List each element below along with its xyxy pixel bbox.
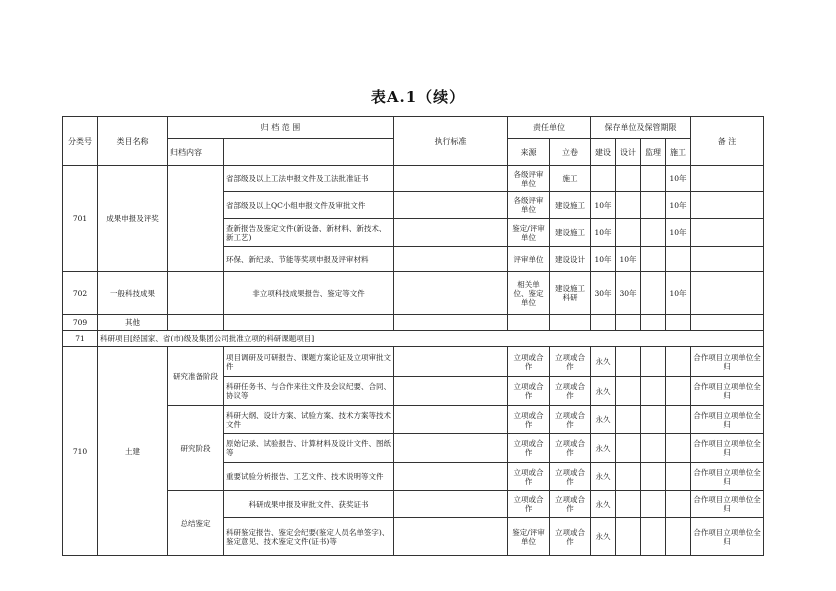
blank-cell <box>168 315 224 331</box>
source-cell: 鉴定/评审单位 <box>508 219 550 247</box>
design-cell <box>616 406 641 434</box>
source-cell: 相关单位、鉴定单位 <box>508 272 550 315</box>
standard-cell <box>394 377 508 406</box>
construction-cell: 10年 <box>591 192 616 219</box>
header-remarks: 备 注 <box>691 117 764 166</box>
blank-cell <box>691 315 764 331</box>
design-cell <box>616 377 641 406</box>
design-cell <box>616 463 641 491</box>
stage-label: 研究阶段 <box>168 406 224 491</box>
source-cell: 立项或合作 <box>508 434 550 463</box>
construction-cell: 10年 <box>591 219 616 247</box>
standard-cell <box>394 192 508 219</box>
standard-cell <box>394 166 508 192</box>
filing-cell: 立项或合作 <box>550 518 591 556</box>
table-row <box>63 331 764 347</box>
archive-content: 重要试验分析报告、工艺文件、技术说明等文件 <box>224 463 394 491</box>
class-no: 702 <box>63 272 98 315</box>
supervision-cell <box>641 491 666 518</box>
header-filing: 立卷 <box>550 139 591 166</box>
supervision-cell <box>641 166 666 192</box>
header-empty <box>224 139 394 166</box>
supervision-cell <box>641 434 666 463</box>
remark-cell: 合作项目立项单位全归 <box>691 491 764 518</box>
supervision-cell <box>641 347 666 377</box>
standard-cell <box>394 347 508 377</box>
builder-cell: 10年 <box>666 166 691 192</box>
class-no: 709 <box>63 315 98 331</box>
remark-cell: 合作项目立项单位全归 <box>691 434 764 463</box>
filing-cell: 建设施工 <box>550 192 591 219</box>
filing-cell: 施工 <box>550 166 591 192</box>
blank-cell <box>666 315 691 331</box>
source-cell: 立项或合作 <box>508 347 550 377</box>
remark-cell <box>691 192 764 219</box>
filing-cell: 建设施工科研 <box>550 272 591 315</box>
builder-cell <box>666 434 691 463</box>
stage-label: 研究准备阶段 <box>168 347 224 406</box>
standard-cell <box>394 406 508 434</box>
header-archive-content: 归档内容 <box>168 139 224 166</box>
header-responsible-unit: 责任单位 <box>508 117 591 139</box>
category-name: 土建 <box>98 347 168 556</box>
archive-content: 查新报告及鉴定文件(新设备、新材料、新技术、新工艺) <box>224 219 394 247</box>
header-source: 来源 <box>508 139 550 166</box>
header-supervision: 监理 <box>641 139 666 166</box>
blank-cell <box>641 315 666 331</box>
table-row <box>63 315 764 331</box>
archive-content: 科研大纲、设计方案、试验方案、技术方案等技术文件 <box>224 406 394 434</box>
stage-label: 总结鉴定 <box>168 491 224 556</box>
filing-cell: 立项或合作 <box>550 347 591 377</box>
source-cell: 立项或合作 <box>508 406 550 434</box>
standard-cell <box>394 491 508 518</box>
blank-cell <box>616 315 641 331</box>
standard-cell <box>394 219 508 247</box>
blank-cell <box>591 315 616 331</box>
supervision-cell <box>641 518 666 556</box>
standard-cell <box>394 247 508 272</box>
builder-cell: 10年 <box>666 192 691 219</box>
filing-cell: 建设设计 <box>550 247 591 272</box>
filing-cell: 立项或合作 <box>550 491 591 518</box>
standard-cell <box>394 518 508 556</box>
construction-cell: 永久 <box>591 518 616 556</box>
supervision-cell <box>641 272 666 315</box>
supervision-cell <box>641 463 666 491</box>
class-no: 701 <box>63 166 98 272</box>
builder-cell <box>666 347 691 377</box>
design-cell: 10年 <box>616 247 641 272</box>
remark-cell <box>691 272 764 315</box>
source-cell: 各级评审单位 <box>508 166 550 192</box>
blank-cell <box>394 315 508 331</box>
archive-content: 环保、新纪录、节能等奖项申报及评审材料 <box>224 247 394 272</box>
table-row <box>63 491 764 518</box>
archive-content: 科研成果申报及审批文件、获奖证书 <box>224 491 394 518</box>
table-row <box>63 406 764 434</box>
filing-cell: 建设施工 <box>550 219 591 247</box>
source-cell: 各级评审单位 <box>508 192 550 219</box>
archive-content: 科研鉴定报告、鉴定会纪要(鉴定人员名单签字)、鉴定意见、技术鉴定文件(证书)等 <box>224 518 394 556</box>
remark-cell <box>691 219 764 247</box>
standard-cell <box>394 272 508 315</box>
supervision-cell <box>641 192 666 219</box>
archive-content: 省部级及以上QC小组申报文件及审批文件 <box>224 192 394 219</box>
blank-cell <box>550 315 591 331</box>
builder-cell <box>666 463 691 491</box>
blank-cell <box>224 315 394 331</box>
design-cell <box>616 434 641 463</box>
supervision-cell <box>641 406 666 434</box>
archive-content: 科研任务书、与合作来往文件及会议纪要、合同、协议等 <box>224 377 394 406</box>
archive-content: 原始记录、试验报告、计算材料及设计文件、图纸等 <box>224 434 394 463</box>
category-name: 其他 <box>98 315 168 331</box>
remark-cell: 合作项目立项单位全归 <box>691 377 764 406</box>
archive-content: 非立项科技成果报告、鉴定等文件 <box>224 272 394 315</box>
source-cell: 鉴定/评审单位 <box>508 518 550 556</box>
construction-cell: 永久 <box>591 406 616 434</box>
remark-cell: 合作项目立项单位全归 <box>691 518 764 556</box>
blank-cell <box>508 315 550 331</box>
remark-cell <box>691 247 764 272</box>
archive-content: 项目调研及可研报告、课题方案论证及立项审批文件 <box>224 347 394 377</box>
builder-cell <box>666 491 691 518</box>
design-cell <box>616 166 641 192</box>
filing-cell: 立项或合作 <box>550 377 591 406</box>
builder-cell: 10年 <box>666 219 691 247</box>
remark-cell: 合作项目立项单位全归 <box>691 406 764 434</box>
construction-cell <box>591 166 616 192</box>
class-no: 71 <box>63 331 98 347</box>
section-heading: 科研项目[经国家、省(市)级及集团公司批准立项的科研课题项目] <box>98 331 764 347</box>
blank-cell <box>168 272 224 315</box>
table-row <box>63 166 764 192</box>
builder-cell <box>666 247 691 272</box>
header-standard: 执行标准 <box>394 117 508 166</box>
construction-cell: 30年 <box>591 272 616 315</box>
table-title: 表A.1（续） <box>370 88 466 106</box>
remark-cell: 合作项目立项单位全归 <box>691 347 764 377</box>
construction-cell: 10年 <box>591 247 616 272</box>
class-no: 710 <box>63 347 98 556</box>
construction-cell: 永久 <box>591 434 616 463</box>
design-cell <box>616 491 641 518</box>
standard-cell <box>394 463 508 491</box>
construction-cell: 永久 <box>591 491 616 518</box>
source-cell: 立项或合作 <box>508 377 550 406</box>
builder-cell <box>666 406 691 434</box>
category-name: 成果申报及评奖 <box>98 166 168 272</box>
category-name: 一般科技成果 <box>98 272 168 315</box>
header-construction: 建设 <box>591 139 616 166</box>
construction-cell: 永久 <box>591 377 616 406</box>
table-row <box>63 347 764 377</box>
header-builder: 施工 <box>666 139 691 166</box>
header-design: 设计 <box>616 139 641 166</box>
builder-cell: 10年 <box>666 272 691 315</box>
remark-cell <box>691 166 764 192</box>
design-cell <box>616 347 641 377</box>
standard-cell <box>394 434 508 463</box>
design-cell <box>616 219 641 247</box>
source-cell: 立项或合作 <box>508 491 550 518</box>
filing-cell: 立项或合作 <box>550 463 591 491</box>
filing-cell: 立项或合作 <box>550 434 591 463</box>
supervision-cell <box>641 247 666 272</box>
archive-content: 省部级及以上工法申报文件及工法批准证书 <box>224 166 394 192</box>
design-cell <box>616 192 641 219</box>
header-archive-scope: 归 档 范 围 <box>168 117 394 139</box>
source-cell: 立项或合作 <box>508 463 550 491</box>
builder-cell <box>666 518 691 556</box>
construction-cell: 永久 <box>591 463 616 491</box>
blank-cell <box>168 166 224 272</box>
design-cell: 30年 <box>616 272 641 315</box>
header-keeper: 保存单位及保管期限 <box>591 117 691 139</box>
filing-cell: 立项或合作 <box>550 406 591 434</box>
header-class-no: 分类号 <box>63 117 98 166</box>
supervision-cell <box>641 219 666 247</box>
header-category: 类目名称 <box>98 117 168 166</box>
table-row <box>63 272 764 315</box>
supervision-cell <box>641 377 666 406</box>
builder-cell <box>666 377 691 406</box>
archive-table <box>62 116 764 556</box>
design-cell <box>616 518 641 556</box>
remark-cell: 合作项目立项单位全归 <box>691 463 764 491</box>
source-cell: 评审单位 <box>508 247 550 272</box>
construction-cell: 永久 <box>591 347 616 377</box>
